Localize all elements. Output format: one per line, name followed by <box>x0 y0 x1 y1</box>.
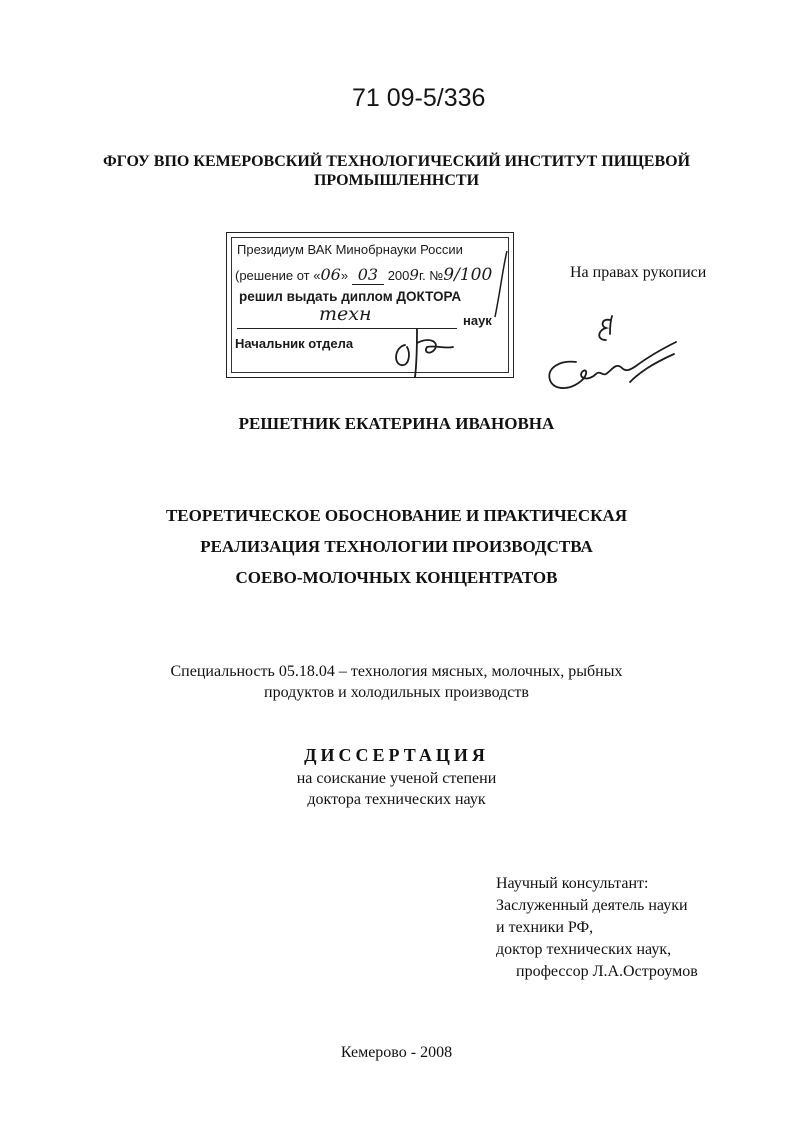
degree-info <box>0 768 793 810</box>
consultant-line-5: профессор Л.А.Остроумов <box>516 963 698 980</box>
consultant-line-2: Заслуженный деятель науки <box>496 897 688 914</box>
title-line-1: ТЕОРЕТИЧЕСКОЕ ОБОСНОВАНИЕ И ПРАКТИЧЕСКАЯ <box>165 506 628 525</box>
dissertation-title <box>0 500 793 593</box>
consultant-line-3: и техники РФ, <box>496 919 594 936</box>
stamp-line-2 <box>235 265 492 285</box>
stamp-overwrite-mark-icon <box>467 247 527 327</box>
consultant-line-1: Научный консультант: <box>496 875 649 892</box>
title-line-2: РЕАЛИЗАЦИЯ ТЕХНОЛОГИИ ПРОИЗВОДСТВА <box>200 537 593 556</box>
stamp-year-prefix: 200 <box>387 268 410 283</box>
stamp-signature-icon <box>387 323 467 381</box>
city-year: Кемерово - 2008 <box>340 1044 453 1061</box>
stamp-date-day: 06 <box>320 265 341 284</box>
author-signature-icon <box>540 312 690 398</box>
scientific-consultant <box>496 873 698 983</box>
dissertation-label: ДИССЕРТАЦИЯ <box>304 745 489 765</box>
institution-line-2: ПРОМЫШЛЕННСТИ <box>313 172 480 189</box>
stamp-date-month: 03 <box>352 265 384 285</box>
vak-stamp <box>226 232 514 378</box>
stamp-year-suffix: г. № <box>418 268 444 283</box>
manuscript-rights-note: На правах рукописи <box>570 264 707 281</box>
specialty-line-2: продуктов и холодильных производств <box>264 684 529 701</box>
author-name: РЕШЕТНИК ЕКАТЕРИНА ИВАНОВНА <box>238 414 555 433</box>
consultant-line-4: доктор технических наук, <box>496 941 672 958</box>
institution-line-1: ФГОУ ВПО КЕМЕРОВСКИЙ ТЕХНОЛОГИЧЕСКИЙ ИНСТИТУТ ПИЩЕВОЙ <box>102 153 691 170</box>
stamp-line-3: решил выдать диплом ДОКТОРА <box>239 289 462 304</box>
stamp-decision-number: 9/100 <box>443 265 493 285</box>
stamp-year-digit: 9 <box>409 266 419 284</box>
degree-line-1: на соискание ученой степени <box>296 770 497 787</box>
specialty-line-1: Специальность 05.18.04 – технология мясных, молочных, рыбных <box>170 663 623 680</box>
stamp-date-sep: » <box>340 268 349 283</box>
specialty <box>0 661 793 703</box>
document-code: 71 09-5/336 <box>352 84 486 112</box>
title-line-3: СОЕВО-МОЛОЧНЫХ КОНЦЕНТРАТОВ <box>235 568 558 587</box>
stamp-line-5: Начальник отдела <box>235 336 354 351</box>
degree-line-2: доктора технических наук <box>307 791 486 808</box>
stamp-decision-prefix: (решение от « <box>235 268 321 283</box>
stamp-line-1: Президиум ВАК Минобрнауки России <box>237 242 463 257</box>
stamp-line-4-suffix: наук <box>463 313 492 328</box>
stamp-field-handwritten: техн <box>319 303 372 325</box>
institution-name <box>0 152 793 190</box>
